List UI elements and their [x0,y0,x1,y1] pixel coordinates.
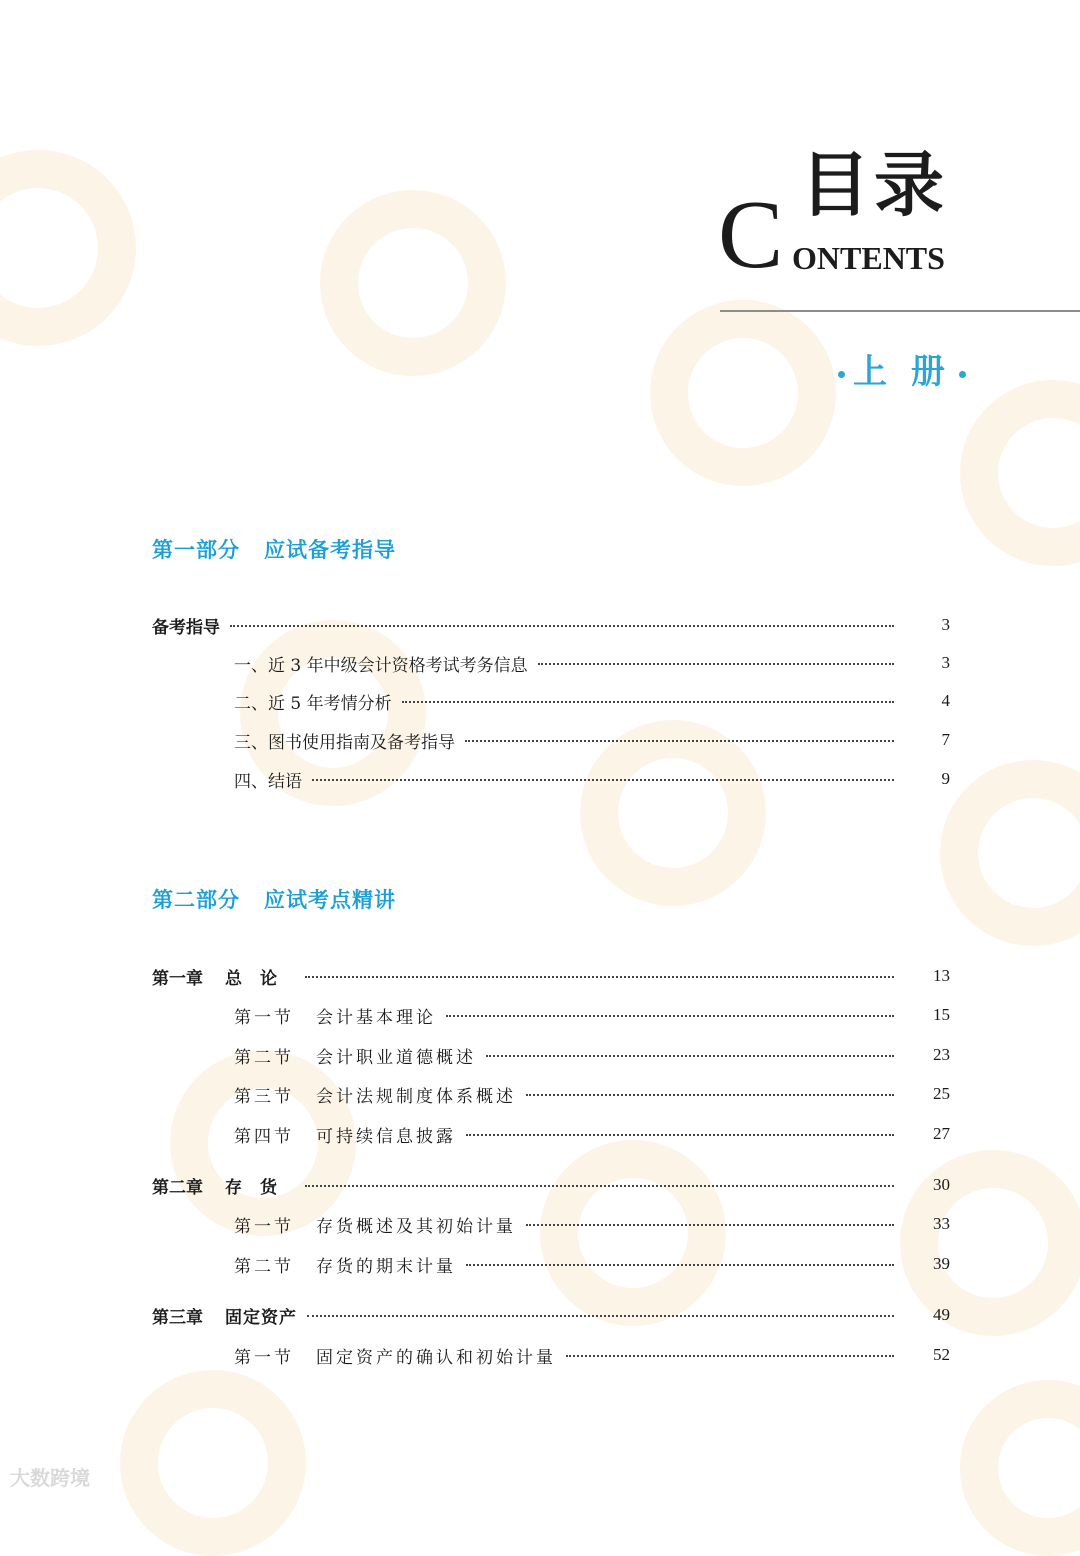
section-title: 会计法规制度体系概述 [316,1086,516,1107]
toc-section[interactable] [0,1250,1080,1278]
part-heading [152,534,396,564]
bullet-dot-icon [838,371,845,378]
toc-page-number: 7 [941,730,950,749]
contents-subtitle: ONTENTS [792,240,945,276]
volume-label [830,344,974,393]
toc-chapter[interactable] [0,1171,1080,1199]
dot-leader [230,625,894,627]
toc-page-number: 52 [933,1345,950,1364]
section-title: 存货的期末计量 [316,1256,456,1277]
section-number: 第一节 [234,1347,294,1368]
toc-entry[interactable] [0,687,1080,715]
chapter-title: 存货 [225,1177,295,1198]
toc-page-number: 30 [933,1175,950,1194]
dot-leader [526,1224,894,1226]
toc-entry-title: 备考指导 [152,617,220,638]
toc-page-number: 13 [933,966,950,985]
toc-entry-title: 四、结语 [234,771,302,792]
section-title: 会计基本理论 [316,1007,436,1028]
toc-page-number: 39 [933,1254,950,1273]
toc-page-number: 9 [941,769,950,788]
dot-leader [305,976,894,978]
section-number: 第一节 [234,1007,294,1028]
watermark-ring [960,1380,1080,1556]
toc-chapter[interactable] [0,1301,1080,1329]
toc-entry[interactable] [0,611,1080,639]
part-label: 第一部分 [152,537,240,562]
toc-page-number: 27 [933,1124,950,1143]
part-label: 第二部分 [152,887,240,912]
toc-page-number: 3 [941,615,950,634]
brand-watermark: 大数跨境 [10,1466,90,1490]
dot-leader [446,1015,894,1017]
part-heading [152,884,396,914]
toc-section[interactable] [0,1210,1080,1238]
section-title: 会计职业道德概述 [316,1047,476,1068]
section-number: 第二节 [234,1047,294,1068]
toc-entry[interactable] [0,726,1080,754]
dot-leader [305,1185,894,1187]
chapter-number: 第一章 [152,968,203,989]
part-title: 应试考点精讲 [264,887,396,912]
volume-text: 上 册 [853,352,951,392]
toc-entry-title: 二、近 5 年考情分析 [234,693,392,714]
toc-section[interactable] [0,1001,1080,1029]
toc-page-number: 49 [933,1305,950,1324]
section-title: 可持续信息披露 [316,1126,456,1147]
header-divider [720,310,1080,312]
watermark-ring [650,300,836,486]
watermark-ring [960,380,1080,566]
bullet-dot-icon [959,371,966,378]
section-title: 固定资产的确认和初始计量 [316,1347,556,1368]
dot-leader [538,663,894,665]
toc-page-number: 15 [933,1005,950,1024]
toc-section[interactable] [0,1120,1080,1148]
toc-entry-title: 一、近 3 年中级会计资格考试考务信息 [234,655,528,676]
section-number: 第一节 [234,1216,294,1237]
toc-section[interactable] [0,1041,1080,1069]
section-number: 第二节 [234,1256,294,1277]
chapter-number: 第二章 [152,1177,203,1198]
dot-leader [307,1315,894,1317]
toc-entry[interactable] [0,765,1080,793]
section-number: 第四节 [234,1126,294,1147]
chapter-title: 固定资产 [225,1307,297,1328]
toc-page-number: 3 [941,653,950,672]
watermark-ring [0,150,136,346]
dot-leader [312,779,894,781]
chapter-number: 第三章 [152,1307,203,1328]
dot-leader [402,701,894,703]
toc-section[interactable] [0,1080,1080,1108]
toc-entry-title: 三、图书使用指南及备考指导 [234,732,455,753]
dot-leader [465,740,894,742]
part-title: 应试备考指导 [264,537,396,562]
page-title: 目录 [800,143,948,226]
dot-leader [566,1355,894,1357]
section-title: 存货概述及其初始计量 [316,1216,516,1237]
section-number: 第三节 [234,1086,294,1107]
chapter-title: 总论 [225,968,295,989]
toc-page-number: 23 [933,1045,950,1064]
contents-initial-c: C [718,181,782,289]
toc-page-number: 4 [941,691,950,710]
toc-page-number: 25 [933,1084,950,1103]
dot-leader [466,1134,894,1136]
toc-chapter[interactable] [0,962,1080,990]
toc-page-number: 33 [933,1214,950,1233]
toc-section[interactable] [0,1341,1080,1369]
watermark-ring [320,190,506,376]
watermark-ring [120,1370,306,1556]
dot-leader [526,1094,894,1096]
dot-leader [486,1055,894,1057]
toc-entry[interactable] [0,649,1080,677]
dot-leader [466,1264,894,1266]
